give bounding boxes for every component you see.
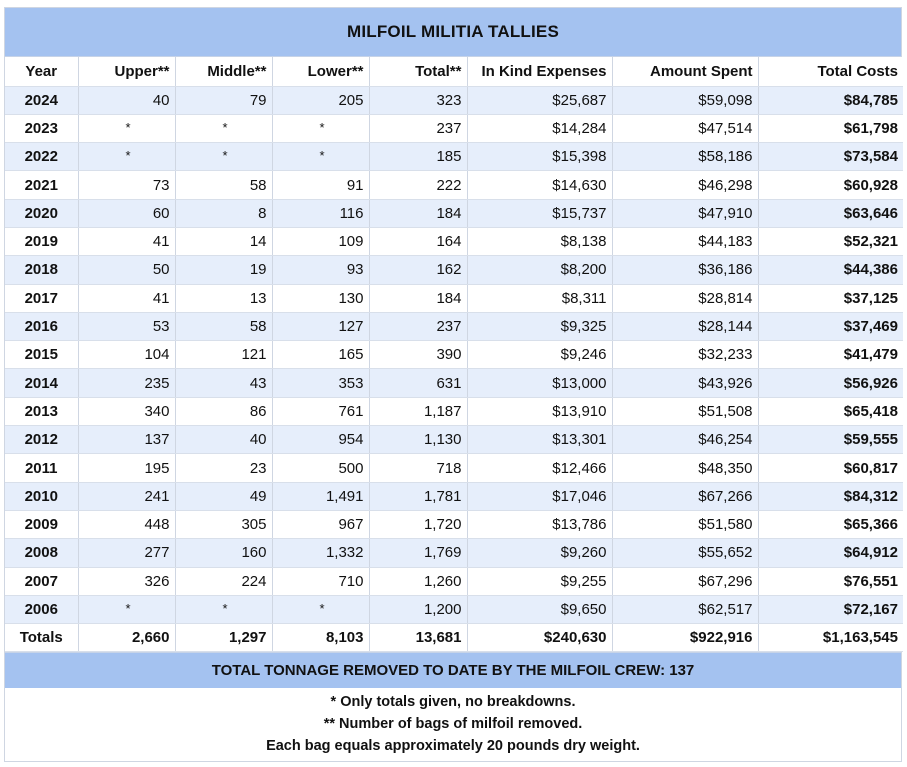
cell-middle: 40 <box>175 426 272 454</box>
cell-total-costs: $59,555 <box>758 426 903 454</box>
cell-total: 390 <box>369 341 467 369</box>
cell-upper: * <box>78 114 175 142</box>
cell-middle: 19 <box>175 256 272 284</box>
table-row <box>5 86 903 114</box>
totals-total: 13,681 <box>369 624 467 652</box>
table-row <box>5 143 903 171</box>
cell-total: 237 <box>369 312 467 340</box>
cell-total-costs: $44,386 <box>758 256 903 284</box>
cell-upper: 41 <box>78 227 175 255</box>
cell-middle: * <box>175 595 272 623</box>
cell-in-kind-expenses: $15,398 <box>467 143 612 171</box>
totals-spent: $922,916 <box>612 624 758 652</box>
cell-lower: 954 <box>272 426 369 454</box>
cell-in-kind-expenses: $13,000 <box>467 369 612 397</box>
cell-year: 2018 <box>5 256 78 284</box>
cell-middle: 224 <box>175 567 272 595</box>
table-body <box>5 86 903 624</box>
cell-upper: 73 <box>78 171 175 199</box>
table-title: MILFOIL MILITIA TALLIES <box>5 8 901 57</box>
table-row <box>5 171 903 199</box>
cell-in-kind-expenses: $13,301 <box>467 426 612 454</box>
cell-lower: 130 <box>272 284 369 312</box>
cell-year: 2023 <box>5 114 78 142</box>
cell-lower: 1,332 <box>272 539 369 567</box>
cell-middle: 58 <box>175 171 272 199</box>
cell-amount-spent: $59,098 <box>612 86 758 114</box>
cell-in-kind-expenses: $8,138 <box>467 227 612 255</box>
cell-year: 2011 <box>5 454 78 482</box>
cell-amount-spent: $51,508 <box>612 397 758 425</box>
footnote-bag-weight: Each bag equals approximately 20 pounds dry weight. <box>266 738 640 755</box>
footnotes <box>5 688 901 761</box>
cell-middle: 43 <box>175 369 272 397</box>
table-row <box>5 312 903 340</box>
col-header-year: Year <box>5 57 78 86</box>
cell-amount-spent: $32,233 <box>612 341 758 369</box>
cell-upper: 195 <box>78 454 175 482</box>
totals-upper: 2,660 <box>78 624 175 652</box>
cell-total: 164 <box>369 227 467 255</box>
cell-total-costs: $63,646 <box>758 199 903 227</box>
cell-upper: 40 <box>78 86 175 114</box>
cell-lower: 116 <box>272 199 369 227</box>
cell-lower: 500 <box>272 454 369 482</box>
cell-amount-spent: $58,186 <box>612 143 758 171</box>
cell-year: 2024 <box>5 86 78 114</box>
footnote-single-asterisk: * Only totals given, no breakdowns. <box>330 694 576 711</box>
cell-upper: 235 <box>78 369 175 397</box>
table-row <box>5 397 903 425</box>
cell-total-costs: $84,785 <box>758 86 903 114</box>
cell-total: 184 <box>369 284 467 312</box>
cell-total-costs: $41,479 <box>758 341 903 369</box>
table-row <box>5 539 903 567</box>
cell-total: 1,130 <box>369 426 467 454</box>
cell-year: 2007 <box>5 567 78 595</box>
cell-total-costs: $65,366 <box>758 510 903 538</box>
cell-in-kind-expenses: $8,311 <box>467 284 612 312</box>
cell-total: 718 <box>369 454 467 482</box>
col-header-in-kind-expenses: In Kind Expenses <box>467 57 612 86</box>
cell-year: 2021 <box>5 171 78 199</box>
table-row <box>5 341 903 369</box>
cell-middle: 121 <box>175 341 272 369</box>
cell-lower: 127 <box>272 312 369 340</box>
totals-row <box>5 624 903 652</box>
header-row <box>5 57 903 86</box>
cell-total-costs: $65,418 <box>758 397 903 425</box>
table-row <box>5 227 903 255</box>
tonnage-banner: TOTAL TONNAGE REMOVED TO DATE BY THE MILFOIL CREW: 137 <box>5 652 901 688</box>
cell-amount-spent: $48,350 <box>612 454 758 482</box>
cell-amount-spent: $28,814 <box>612 284 758 312</box>
cell-lower: 353 <box>272 369 369 397</box>
cell-lower: * <box>272 595 369 623</box>
cell-year: 2013 <box>5 397 78 425</box>
cell-total: 1,200 <box>369 595 467 623</box>
table-row <box>5 426 903 454</box>
table-row <box>5 284 903 312</box>
cell-lower: 91 <box>272 171 369 199</box>
cell-total: 185 <box>369 143 467 171</box>
cell-total: 184 <box>369 199 467 227</box>
cell-lower: 1,491 <box>272 482 369 510</box>
cell-middle: 58 <box>175 312 272 340</box>
cell-total-costs: $64,912 <box>758 539 903 567</box>
table-row <box>5 114 903 142</box>
cell-year: 2012 <box>5 426 78 454</box>
cell-in-kind-expenses: $17,046 <box>467 482 612 510</box>
cell-year: 2022 <box>5 143 78 171</box>
cell-middle: 86 <box>175 397 272 425</box>
cell-total-costs: $37,469 <box>758 312 903 340</box>
totals-in-kind: $240,630 <box>467 624 612 652</box>
cell-upper: 104 <box>78 341 175 369</box>
cell-in-kind-expenses: $25,687 <box>467 86 612 114</box>
cell-in-kind-expenses: $14,630 <box>467 171 612 199</box>
cell-in-kind-expenses: $13,910 <box>467 397 612 425</box>
cell-total-costs: $60,817 <box>758 454 903 482</box>
cell-upper: 340 <box>78 397 175 425</box>
cell-amount-spent: $46,298 <box>612 171 758 199</box>
col-header-middle: Middle** <box>175 57 272 86</box>
totals-middle: 1,297 <box>175 624 272 652</box>
cell-middle: * <box>175 143 272 171</box>
cell-in-kind-expenses: $8,200 <box>467 256 612 284</box>
cell-total: 1,781 <box>369 482 467 510</box>
cell-total: 237 <box>369 114 467 142</box>
footnote-double-asterisk: ** Number of bags of milfoil removed. <box>323 716 583 733</box>
cell-total: 1,187 <box>369 397 467 425</box>
cell-middle: 49 <box>175 482 272 510</box>
cell-upper: 137 <box>78 426 175 454</box>
cell-year: 2010 <box>5 482 78 510</box>
cell-year: 2006 <box>5 595 78 623</box>
cell-total-costs: $73,584 <box>758 143 903 171</box>
cell-middle: 14 <box>175 227 272 255</box>
table-row <box>5 595 903 623</box>
cell-lower: 205 <box>272 86 369 114</box>
cell-total-costs: $52,321 <box>758 227 903 255</box>
cell-year: 2015 <box>5 341 78 369</box>
cell-upper: 448 <box>78 510 175 538</box>
cell-amount-spent: $55,652 <box>612 539 758 567</box>
cell-in-kind-expenses: $9,260 <box>467 539 612 567</box>
cell-lower: 165 <box>272 341 369 369</box>
cell-amount-spent: $43,926 <box>612 369 758 397</box>
cell-year: 2017 <box>5 284 78 312</box>
cell-year: 2008 <box>5 539 78 567</box>
cell-amount-spent: $47,514 <box>612 114 758 142</box>
cell-total-costs: $84,312 <box>758 482 903 510</box>
cell-total: 1,260 <box>369 567 467 595</box>
totals-lower: 8,103 <box>272 624 369 652</box>
table-row <box>5 256 903 284</box>
cell-total: 1,720 <box>369 510 467 538</box>
cell-upper: 60 <box>78 199 175 227</box>
tallies-table <box>5 57 903 652</box>
cell-amount-spent: $28,144 <box>612 312 758 340</box>
cell-lower: 109 <box>272 227 369 255</box>
cell-amount-spent: $36,186 <box>612 256 758 284</box>
table-row <box>5 199 903 227</box>
cell-year: 2014 <box>5 369 78 397</box>
cell-total: 1,769 <box>369 539 467 567</box>
cell-amount-spent: $44,183 <box>612 227 758 255</box>
table-row <box>5 567 903 595</box>
cell-in-kind-expenses: $9,246 <box>467 341 612 369</box>
cell-amount-spent: $51,580 <box>612 510 758 538</box>
col-header-amount-spent: Amount Spent <box>612 57 758 86</box>
col-header-lower: Lower** <box>272 57 369 86</box>
cell-year: 2019 <box>5 227 78 255</box>
cell-total: 323 <box>369 86 467 114</box>
cell-total: 162 <box>369 256 467 284</box>
cell-in-kind-expenses: $12,466 <box>467 454 612 482</box>
cell-upper: 326 <box>78 567 175 595</box>
cell-in-kind-expenses: $13,786 <box>467 510 612 538</box>
totals-label: Totals <box>5 624 78 652</box>
cell-total-costs: $37,125 <box>758 284 903 312</box>
cell-total: 222 <box>369 171 467 199</box>
cell-middle: 79 <box>175 86 272 114</box>
col-header-upper: Upper** <box>78 57 175 86</box>
milfoil-tallies-table-container <box>4 7 902 762</box>
table-row <box>5 369 903 397</box>
cell-in-kind-expenses: $15,737 <box>467 199 612 227</box>
col-header-total-costs: Total Costs <box>758 57 903 86</box>
cell-lower: 761 <box>272 397 369 425</box>
table-row <box>5 482 903 510</box>
cell-lower: 93 <box>272 256 369 284</box>
cell-upper: * <box>78 595 175 623</box>
cell-middle: 8 <box>175 199 272 227</box>
cell-amount-spent: $47,910 <box>612 199 758 227</box>
cell-total-costs: $76,551 <box>758 567 903 595</box>
cell-total-costs: $60,928 <box>758 171 903 199</box>
cell-year: 2020 <box>5 199 78 227</box>
cell-lower: 710 <box>272 567 369 595</box>
cell-upper: 50 <box>78 256 175 284</box>
cell-total-costs: $56,926 <box>758 369 903 397</box>
cell-upper: 241 <box>78 482 175 510</box>
cell-amount-spent: $46,254 <box>612 426 758 454</box>
cell-upper: 277 <box>78 539 175 567</box>
totals-costs: $1,163,545 <box>758 624 903 652</box>
cell-lower: 967 <box>272 510 369 538</box>
cell-upper: * <box>78 143 175 171</box>
cell-upper: 41 <box>78 284 175 312</box>
cell-in-kind-expenses: $9,325 <box>467 312 612 340</box>
cell-in-kind-expenses: $14,284 <box>467 114 612 142</box>
cell-upper: 53 <box>78 312 175 340</box>
cell-amount-spent: $67,296 <box>612 567 758 595</box>
cell-amount-spent: $67,266 <box>612 482 758 510</box>
cell-year: 2016 <box>5 312 78 340</box>
cell-middle: 23 <box>175 454 272 482</box>
cell-middle: 13 <box>175 284 272 312</box>
cell-amount-spent: $62,517 <box>612 595 758 623</box>
col-header-total: Total** <box>369 57 467 86</box>
cell-lower: * <box>272 143 369 171</box>
cell-middle: 160 <box>175 539 272 567</box>
cell-lower: * <box>272 114 369 142</box>
cell-in-kind-expenses: $9,650 <box>467 595 612 623</box>
cell-middle: 305 <box>175 510 272 538</box>
cell-total-costs: $72,167 <box>758 595 903 623</box>
table-row <box>5 454 903 482</box>
cell-middle: * <box>175 114 272 142</box>
cell-in-kind-expenses: $9,255 <box>467 567 612 595</box>
cell-total: 631 <box>369 369 467 397</box>
table-row <box>5 510 903 538</box>
cell-year: 2009 <box>5 510 78 538</box>
cell-total-costs: $61,798 <box>758 114 903 142</box>
